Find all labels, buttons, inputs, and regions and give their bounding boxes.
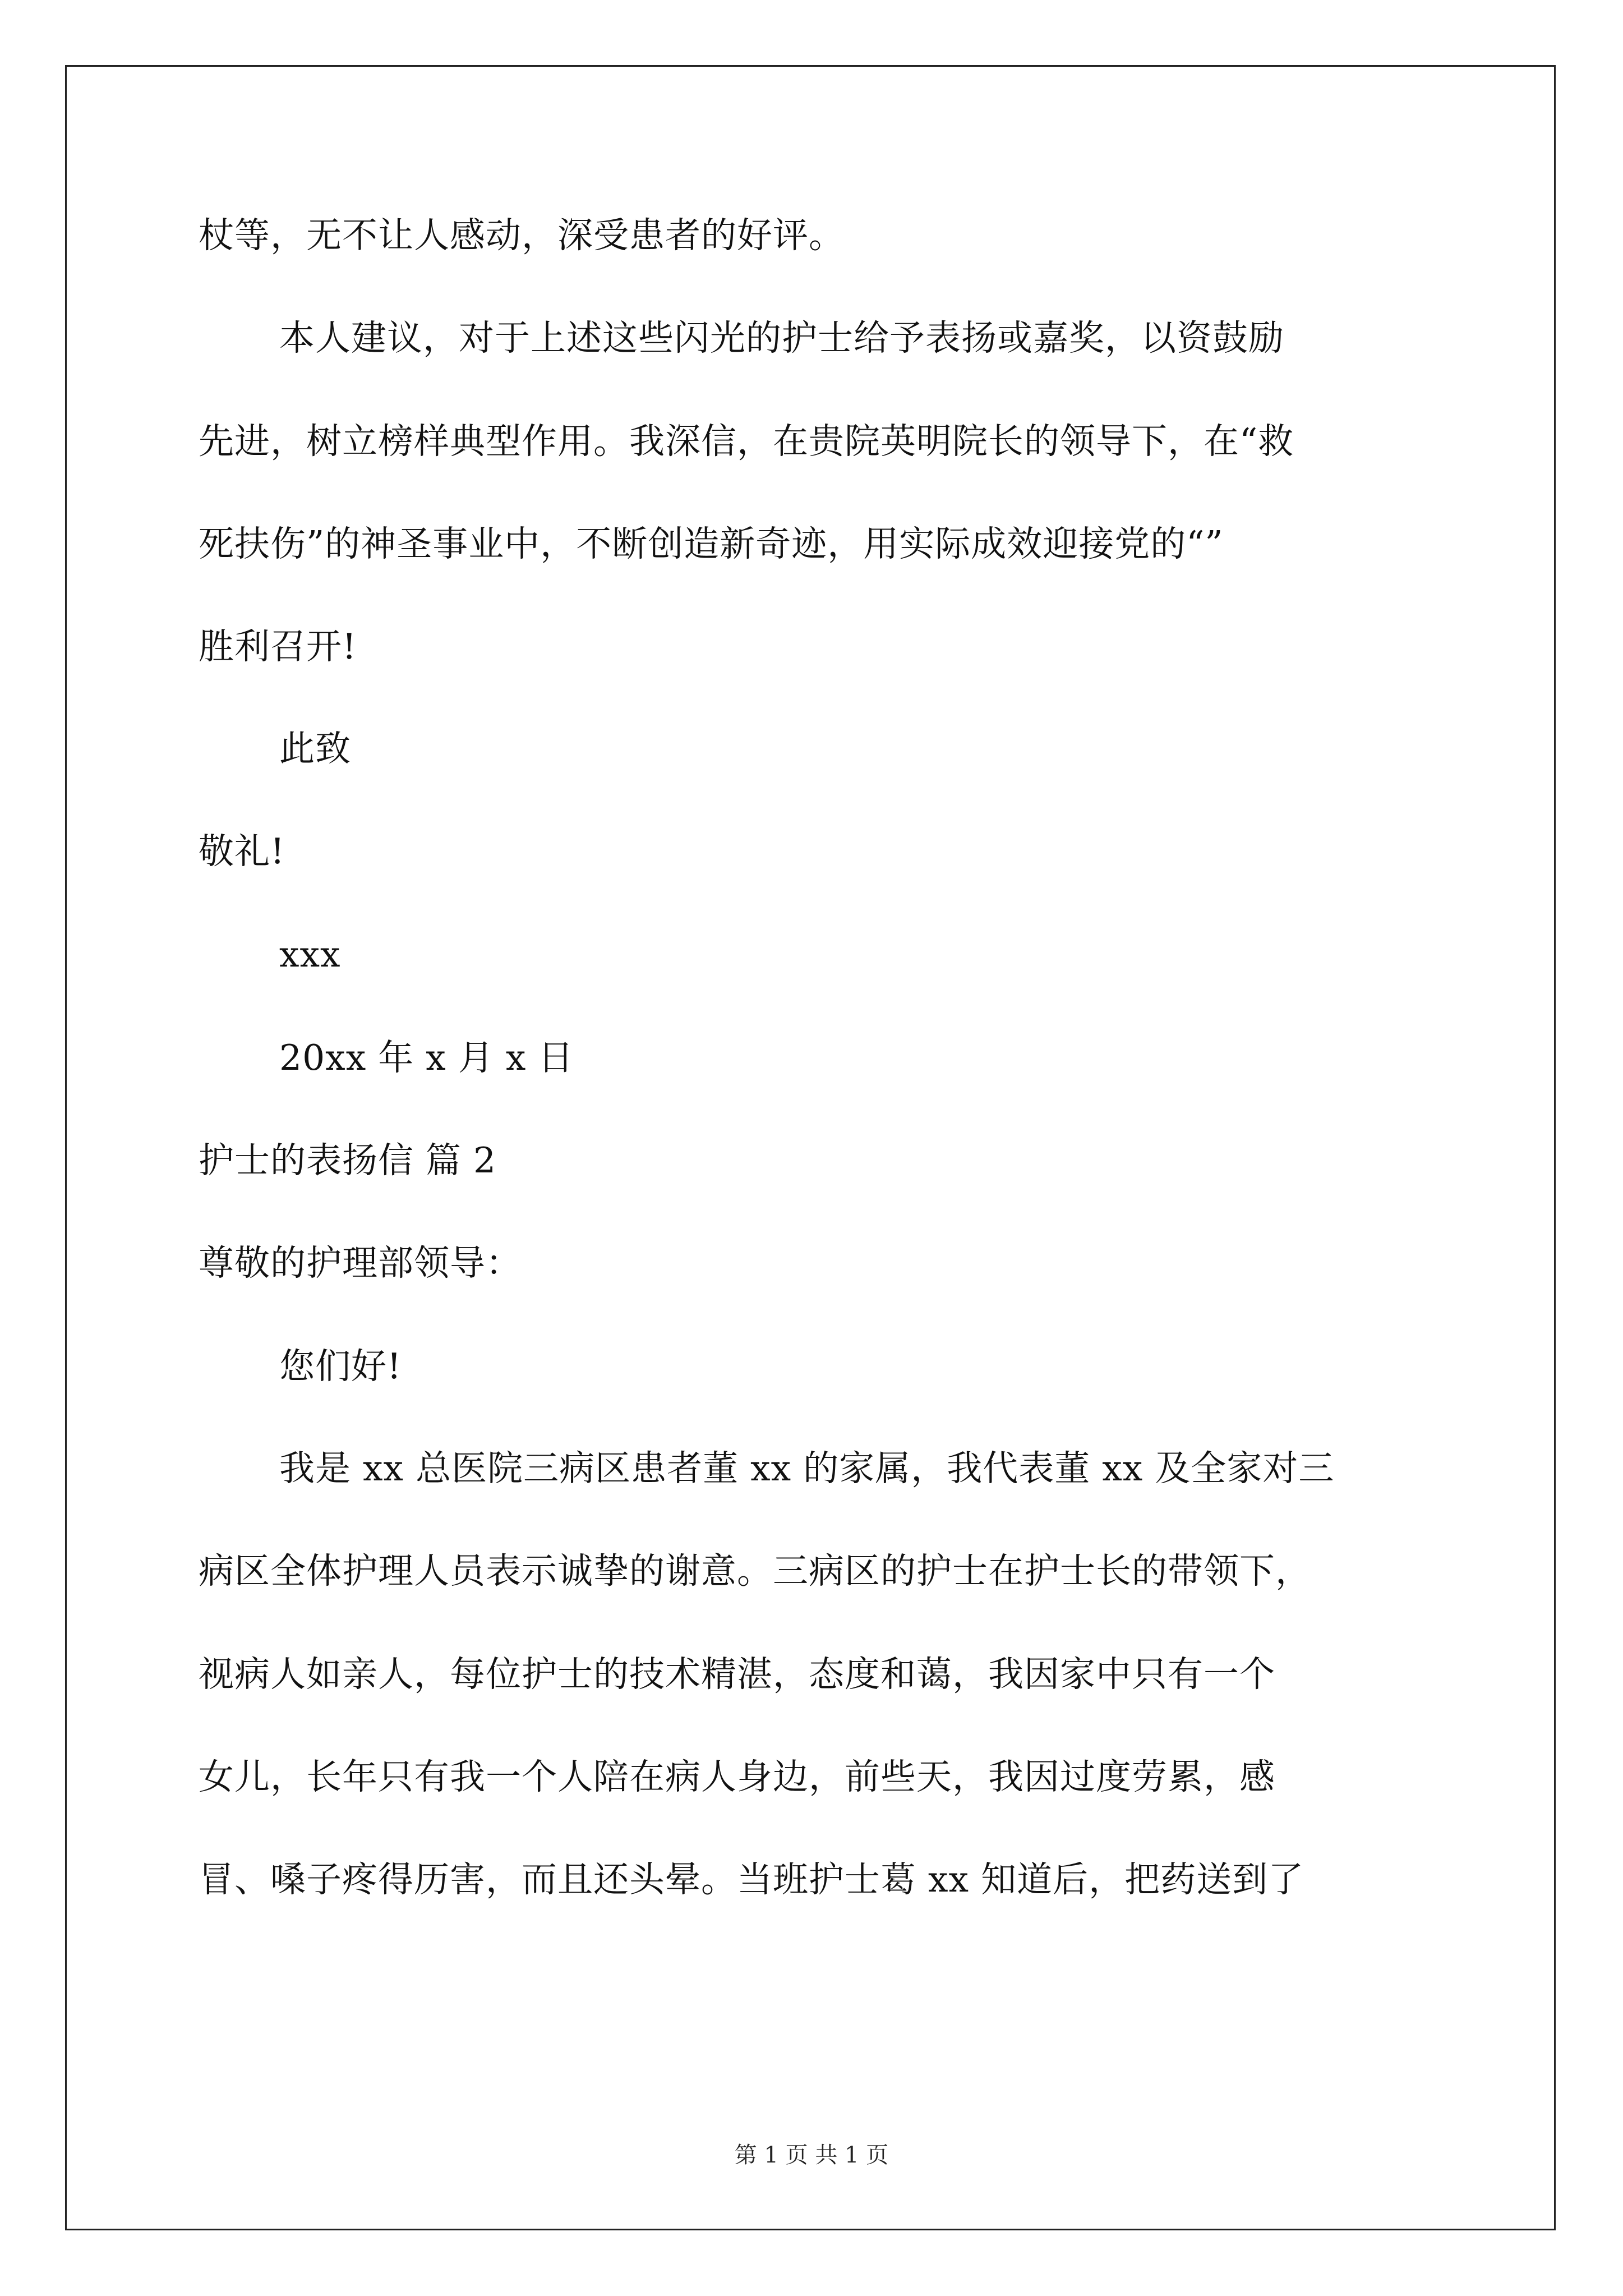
greeting-line: 尊敬的护理部领导： [199, 1243, 522, 1283]
section-heading: 护士的表扬信 篇 2 [199, 1140, 497, 1181]
greeting-line: 您们好! [279, 1346, 402, 1387]
body-line: 胜利召开! [199, 626, 357, 667]
salutation-line: 此致 [279, 728, 351, 769]
body-line: 病区全体护理人员表示诚挚的谢意。三病区的护士在护士长的带领下， [199, 1550, 1311, 1591]
body-line: 女儿，长年只有我一个人陪在病人身边，前些天，我因过度劳累，感 [199, 1756, 1275, 1797]
body-line: 本人建议，对于上述这些闪光的护士给予表扬或嘉奖，以资鼓励 [279, 318, 1284, 358]
body-line: 先进，树立榜样典型作用。我深信，在贵院英明院长的领导下，在“救 [199, 421, 1294, 462]
page-number-footer: 第 1 页 共 1 页 [734, 2142, 889, 2168]
body-line: 冒、嗓子疼得历害，而且还头晕。当班护士葛 xx 知道后，把药送到了 [199, 1859, 1304, 1900]
body-line: 死扶伤”的神圣事业中，不断创造新奇迹，用实际成效迎接党的“” [199, 523, 1224, 564]
salutation-line: 敬礼! [199, 831, 285, 872]
body-line: 杖等，无不让人感动，深受患者的好评。 [199, 215, 845, 256]
signature-name: xxx [279, 934, 341, 975]
signature-date: 20xx 年 x 月 x 日 [279, 1037, 574, 1078]
body-line: 视病人如亲人，每位护士的技术精湛，态度和蔼，我因家中只有一个 [199, 1654, 1275, 1695]
body-line: 我是 xx 总医院三病区患者董 xx 的家属，我代表董 xx 及全家对三 [279, 1448, 1335, 1489]
